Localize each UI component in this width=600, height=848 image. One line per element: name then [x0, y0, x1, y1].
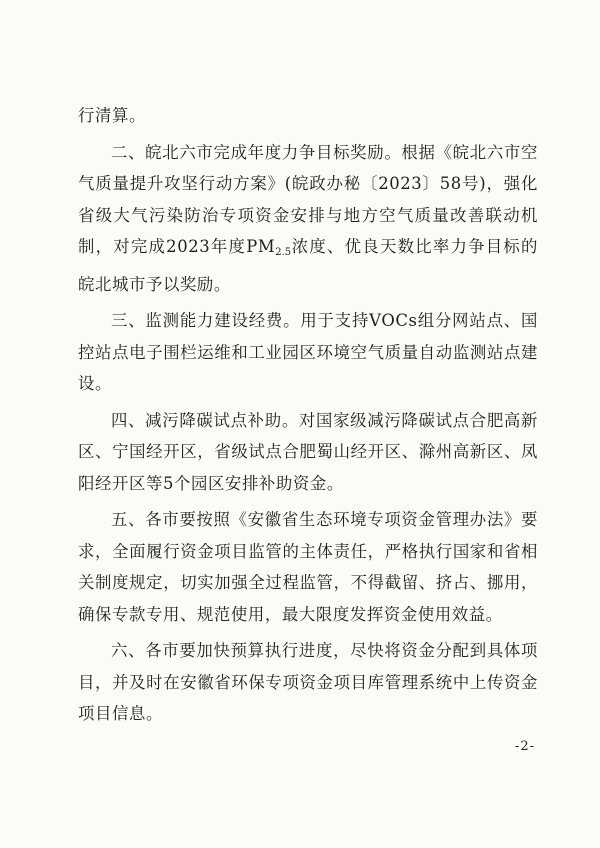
paragraph-text: 四、减污降碳试点补助。对国家级减污降碳试点合肥高新区、宁国经开区，省级试点合肥蜀山经开区、滁州高新区、凤阳经开区等5个园区安排补助资金。	[78, 410, 538, 493]
page-number: -2-	[514, 739, 535, 754]
paragraph-text: 三、监测能力建设经费。用于支持VOCs组分网站点、国控站点电子围栏运维和工业园区环境空气质量自动监测站点建设。	[78, 311, 538, 393]
pm-subscript: 2.5	[275, 247, 292, 258]
document-body	[78, 100, 538, 735]
paragraph-text-after: 浓度、优良天数比率力争目标的皖北城市予以奖励。	[78, 237, 539, 294]
paragraph-award	[78, 137, 538, 301]
paragraph-text: 行清算。	[78, 106, 146, 125]
paragraph-pilot-subsidy	[78, 405, 538, 500]
paragraph-budget-execution	[78, 635, 538, 730]
paragraph-continuation	[78, 100, 538, 132]
paragraph-management	[78, 504, 538, 630]
paragraph-text: 六、各市要加快预算执行进度，尽快将资金分配到具体项目，并及时在安徽省环保专项资金项目库管理系统中上传资金项目信息。	[78, 641, 538, 723]
paragraph-text: 二、皖北六市完成年度力争目标奖励。根据《皖北六市空气质量提升攻坚行动方案》(皖政办秘〔2023〕58号)，强化省级大气污染防治专项资金安排与地方空气质量改善联动机制，对完成2023年度PM	[78, 142, 538, 256]
paragraph-monitoring	[78, 305, 538, 400]
paragraph-text: 五、各市要按照《安徽省生态环境专项资金管理办法》要求，全面履行资金项目监管的主体责任，严格执行国家和省相关制度规定，切实加强全过程监管，不得截留、挤占、挪用，确保专款专用、规范使用，最大限度发挥资金使用效益。	[78, 510, 538, 624]
